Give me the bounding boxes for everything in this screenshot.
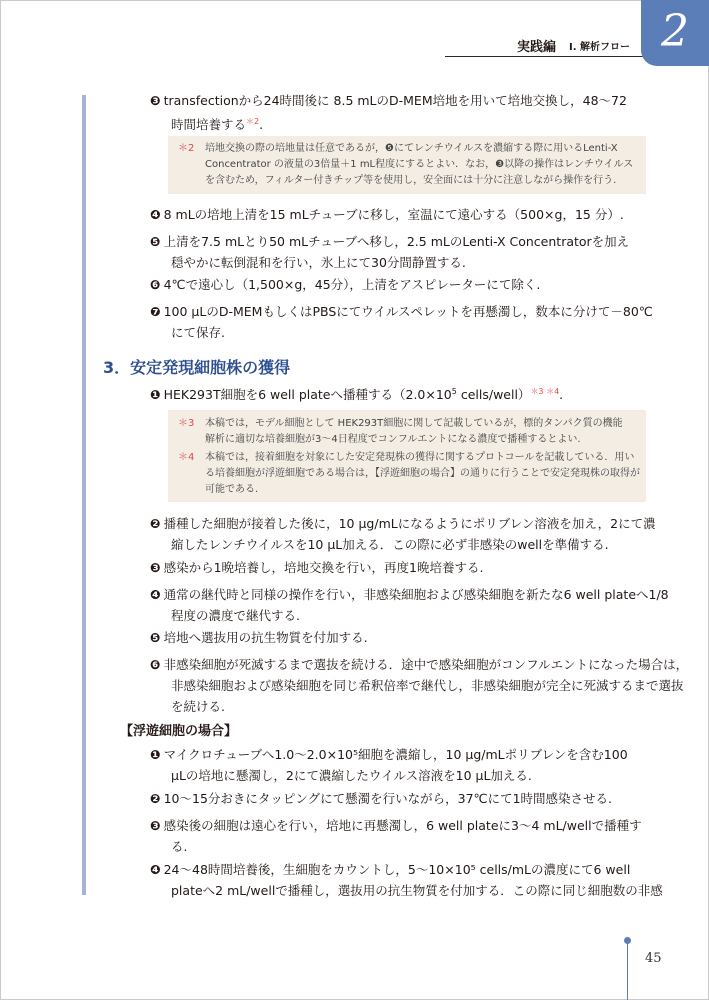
step-number: ❻	[150, 277, 161, 292]
note-line: 本稿では，モデル細胞として HEK293T細胞に関して記載しているが，標的タンパク質の機能	[205, 418, 623, 429]
step-line: plateへ2 mL/wellで播種し，選抜用の抗生物質を付加する．この際に同じ細胞数の非感	[171, 883, 663, 898]
step-c3	[150, 815, 642, 857]
header-title: 実践編	[517, 40, 557, 55]
ref-mark: ＊2	[246, 117, 260, 126]
note-line: 解析に適切な培養細胞が3～4日程度でコンフルエントになる濃度で播種するとよい.	[205, 434, 581, 445]
step-number: ❼	[150, 304, 161, 319]
step-line: 縮したレンチウイルスを10 μL加える．この際に必ず非感染のwellを準備する.	[171, 537, 609, 552]
step-a5	[150, 231, 629, 273]
step-c1	[150, 744, 628, 786]
step-number: ❺	[150, 234, 161, 249]
step-line: μLの培地に懸濁し，2にて濃縮したウイルス溶液を10 μL加える.	[171, 768, 532, 783]
step-b3	[150, 557, 483, 578]
step-a4	[150, 204, 624, 225]
step-number: ❸	[150, 560, 161, 575]
header-rule	[445, 56, 643, 57]
footer-rule	[627, 940, 628, 1000]
section-heading: 3．安定発現細胞株の獲得	[103, 358, 291, 377]
note-line: 本稿では，接着細胞を対象にした安定発現株の獲得に関するプロトコールを記載している．用い	[205, 452, 635, 463]
note-mark: ＊3	[178, 418, 195, 429]
step-line: を続ける.	[171, 699, 225, 714]
step-line: 24～48時間培養後，生細胞をカウントし，5～10×10⁵ cells/mLの濃度にて6 well	[163, 862, 631, 877]
step-end: .	[259, 117, 264, 133]
step-number: ❸	[150, 93, 161, 108]
step-line: 8 mLの培地上清を15 mLチューブに移し，室温にて遠心する（500×g，15 分）.	[163, 207, 624, 222]
step-number: ❷	[150, 791, 161, 806]
note-line: を含むため，フィルター付きチップ等を使用し，安全面には十分に注意しながら操作を行う.	[205, 175, 617, 186]
step-c4	[150, 859, 663, 901]
step-line: マイクロチューブへ1.0～2.0×10⁵細胞を濃縮し，10 μg/mLポリブレンを含む100	[163, 747, 628, 762]
step-end: .	[559, 387, 564, 403]
note-mark: ＊2	[178, 143, 195, 154]
step-number: ❻	[150, 657, 161, 672]
step-line: 培地へ選抜用の抗生物質を付加する.	[163, 630, 368, 645]
step-a7	[150, 301, 653, 343]
chapter-number: 2	[661, 6, 689, 57]
step-line: 非感染細胞が死滅するまで選抜を続ける．途中で感染細胞がコンフルエントになった場合は，	[163, 657, 689, 672]
step-line: にて保存.	[171, 325, 225, 340]
note-line: 培地交換の際の培地量は任意であるが，❺にてレンチウイルスを濃縮する際に用いるLenti-X	[205, 143, 618, 154]
page-number: 45	[645, 951, 662, 966]
step-number: ❶	[150, 387, 161, 403]
step-line: 4℃で遠心し（1,500×g，45分），上清をアスピレーターにて除く.	[163, 277, 541, 292]
note-line: る培養細胞が浮遊細胞である場合は，【浮遊細胞の場合】の通りに行うことで安定発現株の取得が	[205, 468, 640, 479]
step-line: 時間培養する	[171, 117, 247, 133]
step-line: 感染後の細胞は遠心を行い，培地に再懸濁し，6 well plateに3～4 mL/wellで播種す	[163, 818, 642, 833]
note-line: Concentrator の液量の3倍量＋1 mL程度にするとよい．なお，❸以降の操作はレンチウイルス	[205, 159, 634, 170]
step-b6	[150, 654, 688, 717]
step-number: ❶	[150, 747, 161, 762]
step-line: 穏やかに転倒混和を行い，氷上にて30分間静置する.	[171, 255, 466, 270]
step-line: 播種した細胞が接着した後に，10 μg/mLになるようにポリブレン溶液を加え，2にて濃	[163, 516, 656, 531]
step-a3	[150, 90, 627, 135]
step-c2	[150, 788, 612, 809]
note-mark: ＊4	[178, 452, 195, 463]
footer-dot	[624, 937, 631, 944]
step-text: HEK293T細胞を6 well plateへ播種する（2.0×10	[163, 387, 452, 403]
step-b5	[150, 627, 368, 648]
step-number: ❷	[150, 516, 161, 531]
step-line: 通常の継代時と同様の操作を行い，非感染細胞および感染細胞を新たな6 well plateへ1/8	[163, 587, 669, 602]
running-header	[445, 34, 645, 54]
step-3-1	[150, 381, 563, 405]
step-line: 10～15分おきにタッピングにて懸濁を行いながら，37℃にて1時間感染させる.	[163, 791, 613, 806]
step-line: 上清を7.5 mLとり50 mLチューブへ移し，2.5 mLのLenti-X Concentratorを加え	[163, 234, 630, 249]
ref-mark: ＊3 ＊4	[530, 387, 560, 396]
step-line: 程度の濃度で継代する.	[171, 608, 300, 623]
step-line: 感染から1晩培養し，培地交換を行い，再度1晩培養する.	[163, 560, 484, 575]
chapter-tab	[641, 0, 709, 66]
step-line: 100 μLのD-MEMもしくはPBSにてウイルスペレットを再懸濁し，数本に分けて－80℃	[163, 304, 653, 319]
step-number: ❹	[150, 207, 161, 222]
step-text: cells/well）	[456, 387, 531, 403]
step-number: ❹	[150, 587, 161, 602]
step-number: ❺	[150, 630, 161, 645]
step-line: 非感染細胞および感染細胞を同じ希釈倍率で継代し，非感染細胞が完全に死滅するまで選抜	[171, 678, 684, 693]
header-subtitle: Ⅰ. 解析フロー	[569, 42, 631, 53]
note-3-4	[168, 410, 646, 502]
floating-heading: 【浮遊細胞の場合】	[120, 724, 238, 739]
side-bar	[82, 95, 86, 895]
note-2	[168, 136, 646, 194]
step-line: る.	[171, 839, 188, 854]
step-b4	[150, 584, 669, 626]
step-line: transfectionから24時間後に 8.5 mLのD-MEM培地を用いて培地交換し，48～72	[163, 93, 627, 108]
note-line: 可能である.	[205, 484, 259, 495]
step-number: ❸	[150, 818, 161, 833]
step-b2	[150, 513, 656, 555]
step-number: ❹	[150, 862, 161, 877]
step-a6	[150, 274, 540, 295]
superscript: 5	[451, 387, 457, 396]
